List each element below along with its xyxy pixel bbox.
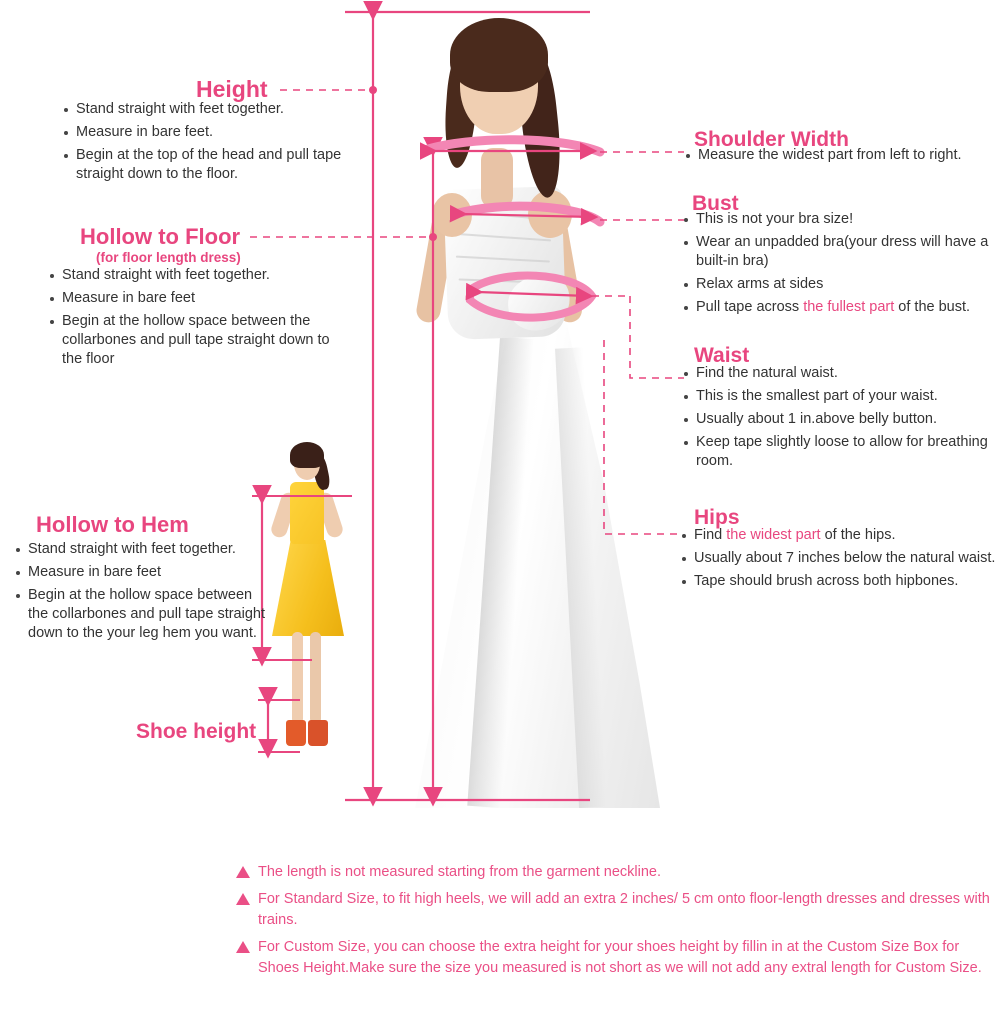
small-model-hair — [290, 442, 324, 468]
list-item: Begin at the top of the head and pull tape straight down to the floor. — [62, 146, 362, 184]
bust-heading: Bust — [692, 192, 739, 215]
small-model-left-leg — [292, 632, 303, 724]
list-item: Stand straight with feet together. — [62, 100, 362, 119]
yellow-dress-skirt — [272, 540, 344, 636]
hips-bullet-1-prefix: Find — [694, 527, 727, 543]
main-model-photo — [380, 8, 680, 808]
footnotes — [236, 862, 996, 985]
footnote-item — [236, 937, 996, 979]
bust-highlight: the fullest part — [803, 299, 895, 315]
list-item: Begin at the hollow space between the collarbones and pull tape straight down to the floor — [48, 312, 348, 369]
list-item: Measure in bare feet. — [62, 123, 362, 142]
footnote-text: For Standard Size, to fit high heels, we will add an extra 2 inches/ 5 cm onto floor-length dresses and dresses with trains. — [258, 891, 990, 928]
hollow-to-hem-bullets — [14, 540, 266, 647]
bust-bullet-4-suffix: of the bust. — [894, 299, 971, 315]
shoulder-width-bullets — [684, 146, 1000, 169]
list-item: This is not your bra size! — [682, 210, 1000, 229]
hollow-to-floor-heading: Hollow to Floor — [80, 224, 241, 249]
hollow-to-hem-heading: Hollow to Hem — [36, 512, 189, 537]
bust-bullets — [682, 210, 1000, 321]
list-item: Keep tape slightly loose to allow for breathing room. — [682, 433, 1000, 471]
model-neck — [481, 148, 513, 208]
waist-heading: Waist — [694, 344, 750, 367]
list-item: Find the natural waist. — [682, 364, 1000, 383]
hips-bullet-1-suffix: of the hips. — [820, 527, 896, 543]
list-item: Tape should brush across both hipbones. — [680, 572, 1000, 591]
list-item: Begin at the hollow space between the collarbones and pull tape straight down to the your leg hem you want. — [14, 586, 266, 643]
small-model-left-shoe — [286, 720, 306, 746]
waist-bullets — [682, 364, 1000, 475]
small-model-right-leg — [310, 632, 321, 724]
model-left-shoulder — [432, 193, 472, 237]
list-item: Stand straight with feet together. — [14, 540, 266, 559]
small-model-right-shoe — [308, 720, 328, 746]
warning-triangle-icon — [236, 941, 250, 953]
hips-highlight: the widest part — [726, 527, 821, 543]
list-item: Measure in bare feet — [14, 563, 266, 582]
bust-bullet-4-prefix: Pull tape across — [696, 299, 804, 315]
shoe-height-heading: Shoe height — [136, 720, 257, 743]
list-item: Wear an unpadded bra(your dress will have a built-in bra) — [682, 233, 1000, 271]
list-item: Stand straight with feet together. — [48, 266, 348, 285]
model-hair-top — [450, 18, 548, 92]
footnote-item — [236, 862, 996, 883]
hips-heading: Hips — [694, 506, 740, 529]
footnote-text: The length is not measured starting from the garment neckline. — [258, 864, 661, 880]
shoulder-width-heading: Shoulder Width — [694, 128, 849, 151]
hollow-to-floor-bullets — [48, 266, 348, 373]
yellow-dress-bodice — [290, 482, 324, 544]
footnote-text: For Custom Size, you can choose the extra height for your shoes height by fillin in at the Custom Size Box for Shoes Height.Make sure the size you measured is not short as we will not add any extral length for Custom Size. — [258, 939, 982, 976]
list-item: Usually about 1 in.above belly button. — [682, 410, 1000, 429]
small-model-photo — [252, 440, 362, 760]
list-item: Relax arms at sides — [682, 275, 1000, 294]
list-item: Usually about 7 inches below the natural waist. — [680, 549, 1000, 568]
model-right-shoulder — [528, 190, 572, 238]
list-item: Measure in bare feet — [48, 289, 348, 308]
hollow-to-floor-subheading: (for floor length dress) — [96, 250, 241, 265]
gown-skirt — [405, 308, 660, 808]
height-bullets — [62, 100, 362, 188]
list-item — [682, 298, 1000, 317]
hips-bullets — [680, 526, 1000, 595]
height-heading: Height — [196, 76, 268, 102]
warning-triangle-icon — [236, 866, 250, 878]
warning-triangle-icon — [236, 893, 250, 905]
list-item: Measure the widest part from left to right. — [684, 146, 1000, 165]
list-item — [680, 526, 1000, 545]
list-item: This is the smallest part of your waist. — [682, 387, 1000, 406]
footnote-item — [236, 889, 996, 931]
